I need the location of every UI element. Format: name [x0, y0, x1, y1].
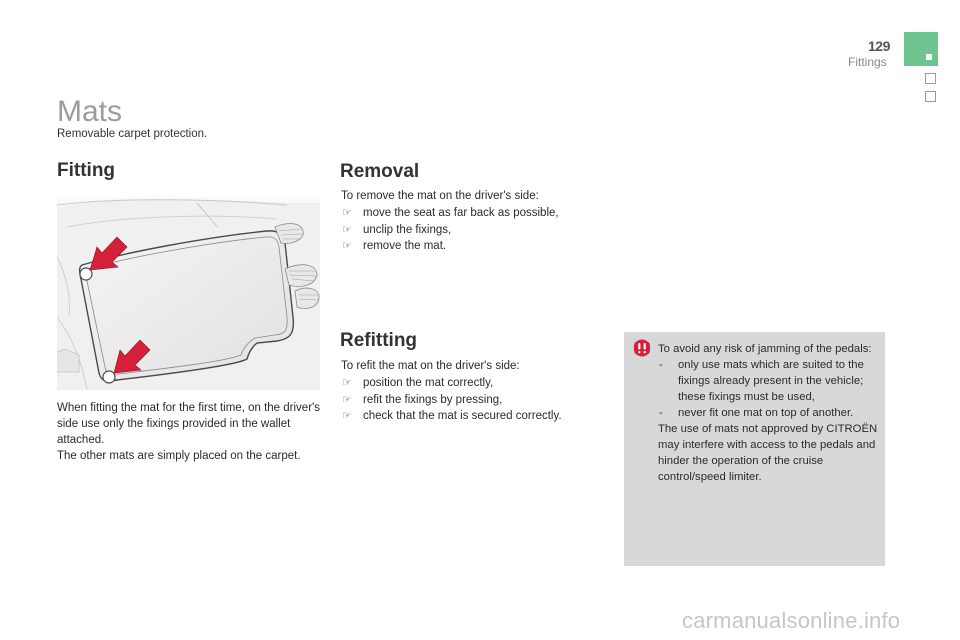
- list-item: ☞ unclip the fixings,: [341, 222, 601, 239]
- refitting-instructions: [341, 358, 611, 425]
- list-item: ☞ remove the mat.: [341, 238, 601, 255]
- page-title: Mats: [57, 95, 123, 128]
- nav-square-icon: [925, 73, 936, 84]
- pointing-hand-icon: ☞: [342, 410, 352, 422]
- removal-instructions: [341, 188, 601, 255]
- fitting-paragraph: The other mats are simply placed on the carpet.: [57, 450, 301, 462]
- tab-marker: [926, 54, 932, 60]
- pointing-hand-icon: ☞: [342, 393, 352, 406]
- warning-item: - only use mats which are suited to the fixings already present in the vehicle; these fixings must be used,: [659, 359, 864, 403]
- removal-intro: To remove the mat on the driver's side:: [341, 190, 539, 202]
- pointing-hand-icon: ☞: [342, 223, 352, 236]
- warning-intro: To avoid any risk of jamming of the pedals:: [658, 343, 872, 355]
- removal-heading: Removal: [340, 161, 420, 182]
- pointing-hand-icon: ☞: [342, 377, 352, 389]
- list-item: ☞ refit the fixings by pressing,: [341, 392, 611, 409]
- warning-exclamation-icon: [632, 338, 652, 358]
- page-number: 129: [868, 38, 890, 54]
- section-name: Fittings: [848, 55, 887, 69]
- list-item: ☞ check that the mat is secured correctly.: [341, 408, 611, 425]
- section-tab: [904, 32, 938, 66]
- nav-square-icon: [925, 91, 936, 102]
- page-subtitle: Removable carpet protection.: [57, 128, 208, 140]
- fitting-heading: Fitting: [57, 160, 116, 181]
- refitting-heading: Refitting: [340, 330, 418, 351]
- warning-closing: The use of mats not approved by CITROËN may interfere with access to the pedals and hinder the operation of the cruise control/speed limiter.: [658, 423, 878, 483]
- pointing-hand-icon: ☞: [342, 207, 352, 219]
- mat-illustration: [57, 197, 320, 390]
- refitting-intro: To refit the mat on the driver's side:: [341, 360, 520, 372]
- warning-text: [658, 341, 880, 485]
- pointing-hand-icon: ☞: [342, 240, 352, 252]
- list-item: ☞ position the mat correctly,: [341, 375, 611, 392]
- warning-item: - never fit one mat on top of another.: [659, 407, 854, 419]
- watermark: carmanualsonline.info: [682, 608, 901, 633]
- list-item: ☞ move the seat as far back as possible,: [341, 205, 601, 222]
- fitting-text: [57, 400, 327, 464]
- fitting-paragraph: When fitting the mat for the first time, on the driver's side use only the fixings provided in the wallet attached.: [57, 402, 320, 446]
